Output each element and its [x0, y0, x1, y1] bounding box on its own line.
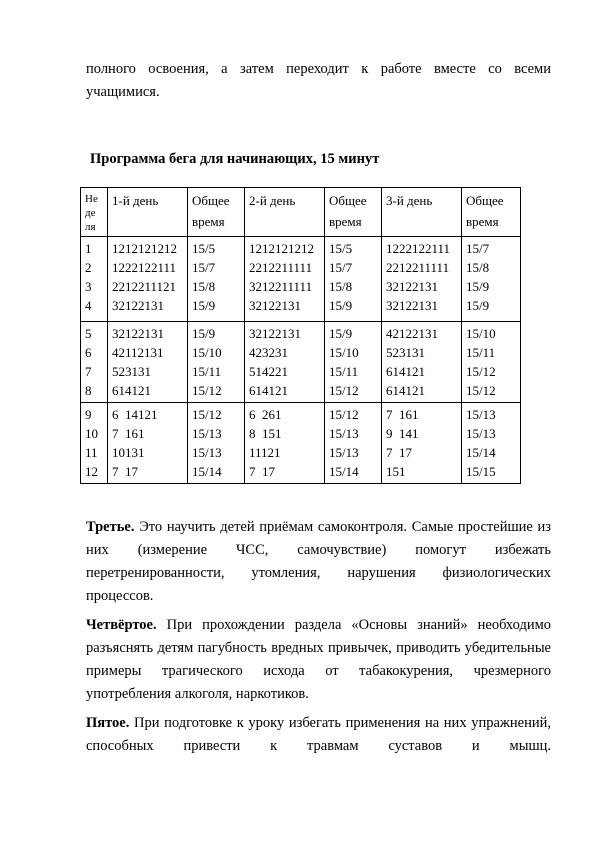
total-time-1-cell — [188, 403, 245, 484]
cell-line: 3212211111 — [249, 279, 313, 294]
cell-line: 15/7 — [192, 260, 216, 275]
cell-line: 15/13 — [329, 445, 359, 460]
header-total-time-3: Общее время — [462, 188, 521, 237]
cell-line: 12 — [85, 464, 98, 479]
paragraph-third-text: Это научить детей приёмам самоконтроля. Самые простейшие из них (измерение ЧСС, самочувствие) помогут избежать перетренированности, утомления, нарушения физиологических процессов. — [86, 519, 552, 604]
total-time-3-cell — [462, 403, 521, 484]
table-row — [81, 403, 521, 484]
cell-line: 32122131 — [249, 298, 301, 313]
cell-line: 15/11 — [329, 364, 359, 379]
day-1-cell — [108, 403, 188, 484]
cell-line: 2212211111 — [386, 260, 450, 275]
cell-line: 32122131 — [386, 279, 438, 294]
week-cell — [81, 322, 108, 403]
cell-line: 15/7 — [329, 260, 353, 275]
header-day-3: 3-й день — [382, 188, 462, 237]
cell-line: 15/5 — [329, 241, 353, 256]
paragraph-fifth-lead: Пятое. — [86, 715, 130, 731]
cell-line: 8 — [85, 383, 92, 398]
cell-line: 15/12 — [329, 407, 359, 422]
paragraph-fourth-lead: Четвёртое. — [86, 617, 157, 633]
paragraph-fourth — [86, 614, 551, 706]
cell-line: 15/13 — [329, 426, 359, 441]
cell-line: 10131 — [112, 445, 145, 460]
cell-line: 11121 — [249, 445, 281, 460]
header-day-2: 2-й день — [245, 188, 325, 237]
cell-line: 15/7 — [466, 241, 490, 256]
header-total-time-2: Общее время — [325, 188, 382, 237]
day-3-cell — [382, 322, 462, 403]
day-2-cell — [245, 322, 325, 403]
total-time-3-cell — [462, 237, 521, 322]
cell-line: 15/13 — [192, 445, 222, 460]
cell-line: 3 — [85, 279, 92, 294]
cell-line: 32122131 — [386, 298, 438, 313]
total-time-2-cell — [325, 237, 382, 322]
paragraph-third-lead: Третье. — [86, 519, 135, 535]
cell-line: 151 — [386, 464, 406, 479]
intro-line-1: полного освоения, а затем переходит к работе вместе со всеми — [86, 61, 551, 77]
week-cell — [81, 237, 108, 322]
cell-line: 514221 — [249, 364, 288, 379]
cell-line: 8 151 — [249, 426, 282, 441]
paragraph-fourth-text: При прохождении раздела «Основы знаний» необходимо разъяснять детям пагубность вредных привычек, приводить убедительные примеры трагического исхода от табакокурения, чрезмерного употребления алкоголя, наркотиков. — [86, 617, 552, 702]
table-row — [81, 322, 521, 403]
cell-line: 1212121212 — [112, 241, 177, 256]
cell-line: 7 161 — [112, 426, 145, 441]
cell-line: 9 — [85, 407, 92, 422]
cell-line: 2212211111 — [249, 260, 313, 275]
table-row — [81, 237, 521, 322]
total-time-2-cell — [325, 322, 382, 403]
cell-line: 15/13 — [192, 426, 222, 441]
cell-line: 15/12 — [192, 383, 222, 398]
cell-line: 15/15 — [466, 464, 496, 479]
cell-line: 15/12 — [329, 383, 359, 398]
cell-line: 7 17 — [249, 464, 275, 479]
table-title: Программа бега для начинающих, 15 минут — [90, 151, 380, 167]
cell-line: 15/9 — [192, 298, 216, 313]
day-3-cell — [382, 237, 462, 322]
cell-line: 15/12 — [466, 383, 496, 398]
cell-line: 1212121212 — [249, 241, 314, 256]
day-2-cell — [245, 237, 325, 322]
intro-paragraph — [86, 58, 551, 104]
paragraph-fifth — [86, 712, 551, 758]
cell-line: 614121 — [386, 383, 425, 398]
cell-line: 15/8 — [466, 260, 490, 275]
cell-line: 15/9 — [466, 279, 490, 294]
cell-line: 15/8 — [192, 279, 216, 294]
cell-line: 6 — [85, 345, 92, 360]
paragraph-third — [86, 516, 551, 608]
header-total-time-1: Общее время — [188, 188, 245, 237]
day-3-cell — [382, 403, 462, 484]
table-header-row — [81, 188, 521, 237]
cell-line: 6 261 — [249, 407, 282, 422]
cell-line: 32122131 — [112, 298, 164, 313]
cell-line: 614121 — [112, 383, 151, 398]
cell-line: 614121 — [249, 383, 288, 398]
cell-line: 15/12 — [192, 407, 222, 422]
cell-line: 32122131 — [112, 326, 164, 341]
cell-line: 32122131 — [249, 326, 301, 341]
cell-line: 15/14 — [192, 464, 222, 479]
cell-line: 15/10 — [192, 345, 222, 360]
cell-line: 42122131 — [386, 326, 438, 341]
cell-line: 1 — [85, 241, 92, 256]
cell-line: 5 — [85, 326, 92, 341]
intro-line-2: учащимися. — [86, 84, 160, 100]
cell-line: 15/9 — [192, 326, 216, 341]
cell-line: 15/14 — [466, 445, 496, 460]
week-cell — [81, 403, 108, 484]
total-time-2-cell — [325, 403, 382, 484]
cell-line: 1222122111 — [112, 260, 177, 275]
cell-line: 9 141 — [386, 426, 419, 441]
cell-line: 15/13 — [466, 407, 496, 422]
total-time-1-cell — [188, 237, 245, 322]
cell-line: 15/8 — [329, 279, 353, 294]
total-time-3-cell — [462, 322, 521, 403]
cell-line: 11 — [85, 445, 98, 460]
cell-line: 15/11 — [466, 345, 496, 360]
cell-line: 15/13 — [466, 426, 496, 441]
day-1-cell — [108, 237, 188, 322]
cell-line: 523131 — [112, 364, 151, 379]
cell-line: 6 14121 — [112, 407, 158, 422]
day-2-cell — [245, 403, 325, 484]
cell-line: 7 — [85, 364, 92, 379]
cell-line: 15/11 — [192, 364, 222, 379]
header-day-1: 1-й день — [108, 188, 188, 237]
cell-line: 523131 — [386, 345, 425, 360]
cell-line: 7 17 — [112, 464, 138, 479]
total-time-1-cell — [188, 322, 245, 403]
running-program-table — [80, 187, 521, 484]
cell-line: 15/10 — [466, 326, 496, 341]
paragraph-fifth-text: При подготовке к уроку избегать применения на них упражнений, способных привести к травмам суставов и мышц. — [86, 715, 552, 754]
cell-line: 15/9 — [466, 298, 490, 313]
cell-line: 15/14 — [329, 464, 359, 479]
cell-line: 423231 — [249, 345, 288, 360]
cell-line: 4 — [85, 298, 92, 313]
cell-line: 15/12 — [466, 364, 496, 379]
cell-line: 15/9 — [329, 326, 353, 341]
cell-line: 2212211121 — [112, 279, 177, 294]
cell-line: 7 161 — [386, 407, 419, 422]
cell-line: 2 — [85, 260, 92, 275]
cell-line: 15/9 — [329, 298, 353, 313]
cell-line: 7 17 — [386, 445, 412, 460]
cell-line: 42112131 — [112, 345, 164, 360]
header-week: Не де ля — [81, 188, 108, 237]
cell-line: 614121 — [386, 364, 425, 379]
cell-line: 1222122111 — [386, 241, 451, 256]
cell-line: 15/5 — [192, 241, 216, 256]
cell-line: 10 — [85, 426, 98, 441]
cell-line: 15/10 — [329, 345, 359, 360]
day-1-cell — [108, 322, 188, 403]
